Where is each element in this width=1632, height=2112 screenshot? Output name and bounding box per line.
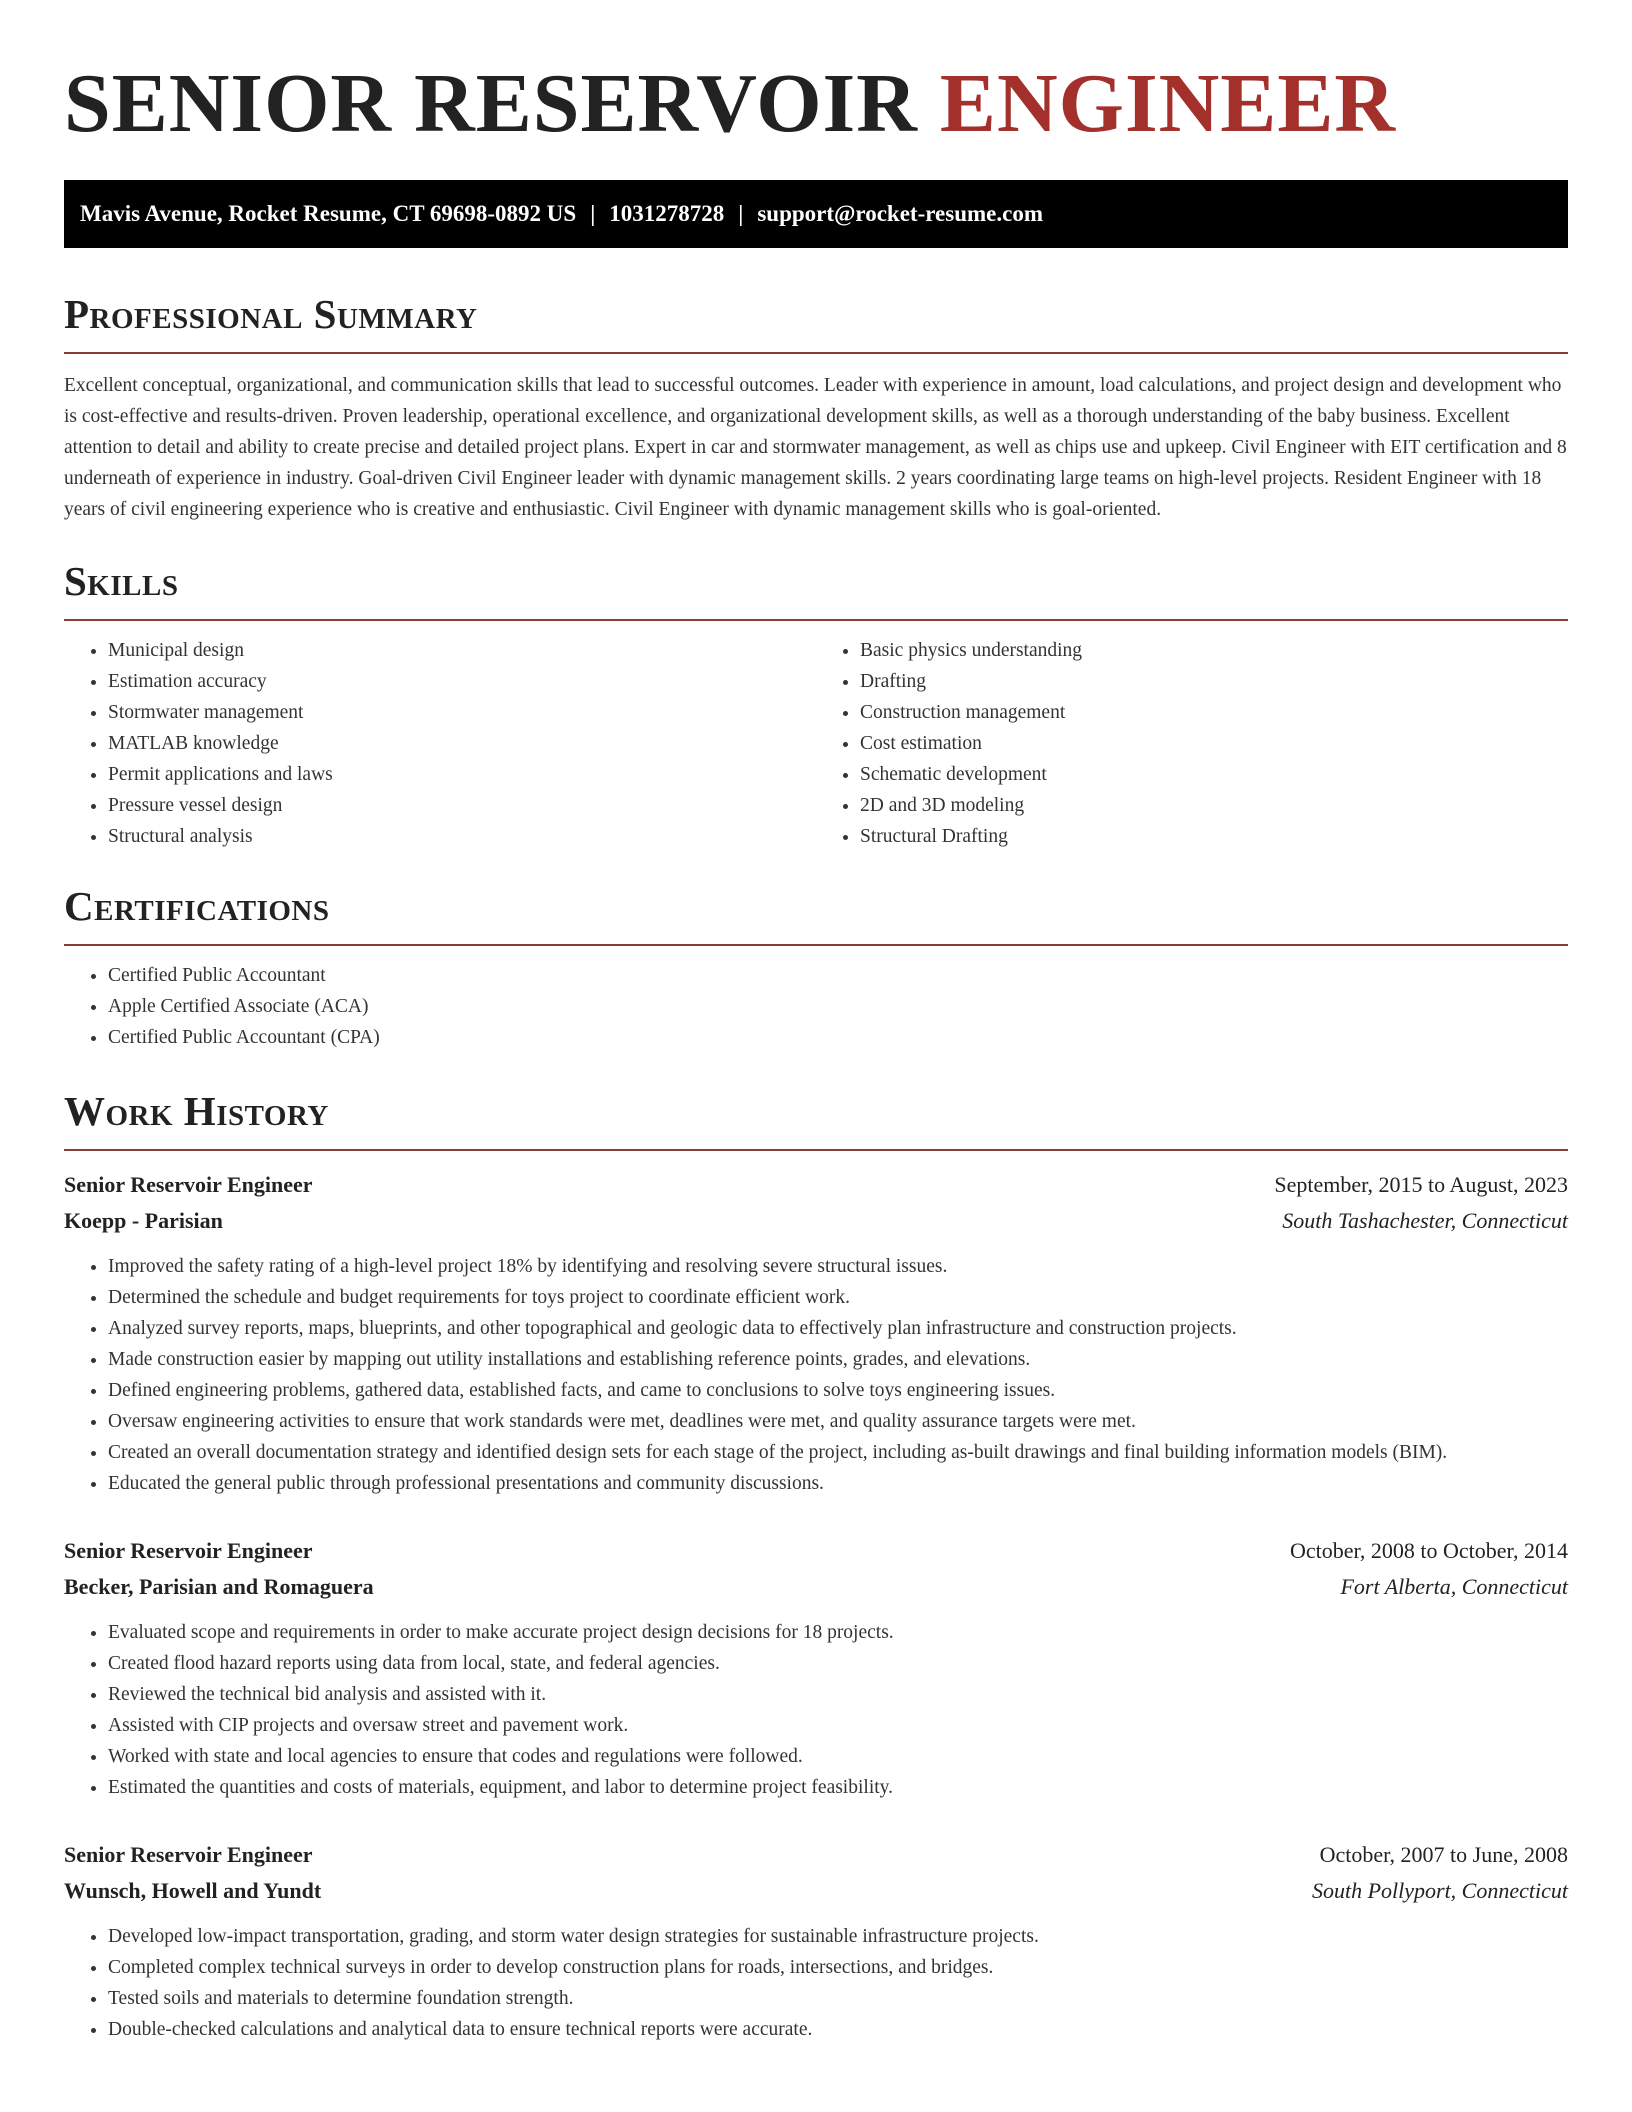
job-bullet: • Reviewed the technical bid analysis and assisted with it. (108, 1679, 1568, 1710)
job-company-row (64, 1873, 1568, 1909)
contact-phone[interactable]: 1031278728 (609, 201, 725, 226)
skill-item: • Estimation accuracy (108, 666, 816, 697)
skill-item: • Permit applications and laws (108, 759, 816, 790)
job-bullet: • Made construction easier by mapping out utility installations and establishing reference points, grades, and elevations. (108, 1344, 1568, 1375)
job-company: Wunsch, Howell and Yundt (64, 1878, 322, 1903)
professional-summary-section (64, 290, 1568, 525)
job-bullet: • Completed complex technical surveys in order to develop construction plans for roads, intersections, and bridges. (108, 1952, 1568, 1983)
job-bullet: • Tested soils and materials to determine foundation strength. (108, 1983, 1568, 2014)
skill-item: • Basic physics understanding (860, 635, 1568, 666)
name-main: SENIOR RESERVOIR (64, 57, 918, 150)
skill-item: • Structural Drafting (860, 821, 1568, 852)
job-location: South Tashachester, Connecticut (1282, 1208, 1568, 1233)
resume-name (64, 58, 1568, 150)
job-entry (64, 1837, 1568, 2045)
job-company: Koepp - Parisian (64, 1208, 223, 1233)
job-bullet: • Determined the schedule and budget requirements for toys project to coordinate efficient work. (108, 1282, 1568, 1313)
section-divider (64, 352, 1568, 354)
section-title-skills: Skills (64, 558, 179, 604)
skill-item: • Structural analysis (108, 821, 816, 852)
certification-item: • Certified Public Accountant (108, 960, 1568, 991)
section-title-summary: Professional Summary (64, 291, 478, 337)
job-company-row (64, 1203, 1568, 1239)
job-bullet: • Educated the general public through professional presentations and community discussions. (108, 1468, 1568, 1499)
contact-separator: | (590, 201, 596, 226)
section-divider (64, 944, 1568, 946)
job-dates: October, 2007 to June, 2008 (1319, 1842, 1568, 1867)
job-bullet: • Developed low-impact transportation, grading, and storm water design strategies for sustainable infrastructure projects. (108, 1921, 1568, 1952)
contact-bar (64, 180, 1568, 248)
skills-list-left (64, 635, 816, 852)
job-bullets (64, 1251, 1568, 1499)
section-title-work-history: Work History (64, 1088, 329, 1134)
skill-item: • Schematic development (860, 759, 1568, 790)
job-bullet: • Defined engineering problems, gathered data, established facts, and came to conclusions to solve toys engineering issues. (108, 1375, 1568, 1406)
certification-item: • Apple Certified Associate (ACA) (108, 991, 1568, 1022)
job-title: Senior Reservoir Engineer (64, 1172, 313, 1197)
job-entry (64, 1533, 1568, 1803)
contact-address: Mavis Avenue, Rocket Resume, CT 69698-0892 US (80, 201, 577, 226)
job-dates: October, 2008 to October, 2014 (1289, 1538, 1568, 1563)
section-divider (64, 1149, 1568, 1151)
job-bullet: • Evaluated scope and requirements in order to make accurate project design decisions for 18 projects. (108, 1617, 1568, 1648)
contact-email[interactable]: support@rocket-resume.com (757, 201, 1043, 226)
job-location: South Pollyport, Connecticut (1311, 1878, 1568, 1903)
skill-item: • Municipal design (108, 635, 816, 666)
name-accent: ENGINEER (939, 57, 1397, 150)
skills-list-right (816, 635, 1568, 852)
job-bullet: • Created an overall documentation strategy and identified design sets for each stage of the project, including as-built drawings and final building information models (BIM). (108, 1437, 1568, 1468)
job-bullet: • Estimated the quantities and costs of materials, equipment, and labor to determine project feasibility. (108, 1772, 1568, 1803)
job-bullets (64, 1921, 1568, 2045)
skill-item: • Stormwater management (108, 697, 816, 728)
job-header-row (64, 1533, 1568, 1569)
job-header-row (64, 1167, 1568, 1203)
job-title: Senior Reservoir Engineer (64, 1842, 313, 1867)
job-bullet: • Double-checked calculations and analytical data to ensure technical reports were accurate. (108, 2014, 1568, 2045)
job-location: Fort Alberta, Connecticut (1340, 1574, 1568, 1599)
certifications-section (64, 882, 1568, 1053)
skill-item: • Cost estimation (860, 728, 1568, 759)
job-bullet: • Improved the safety rating of a high-level project 18% by identifying and resolving severe structural issues. (108, 1251, 1568, 1282)
contact-separator: | (738, 201, 744, 226)
job-bullet: • Oversaw engineering activities to ensure that work standards were met, deadlines were met, and quality assurance targets were met. (108, 1406, 1568, 1437)
work-history-section (64, 1087, 1568, 2045)
job-title: Senior Reservoir Engineer (64, 1538, 313, 1563)
job-header-row (64, 1837, 1568, 1873)
job-bullets (64, 1617, 1568, 1803)
section-title-certifications: Certifications (64, 883, 330, 929)
skill-item: • Drafting (860, 666, 1568, 697)
job-company-row (64, 1569, 1568, 1605)
job-bullet: • Assisted with CIP projects and oversaw street and pavement work. (108, 1710, 1568, 1741)
certifications-list (64, 960, 1568, 1053)
skill-item: • 2D and 3D modeling (860, 790, 1568, 821)
skill-item: • Pressure vessel design (108, 790, 816, 821)
skill-item: • MATLAB knowledge (108, 728, 816, 759)
skill-item: • Construction management (860, 697, 1568, 728)
skills-grid (64, 621, 1568, 852)
job-bullet: • Created flood hazard reports using data from local, state, and federal agencies. (108, 1648, 1568, 1679)
job-bullet: • Worked with state and local agencies to ensure that codes and regulations were followed. (108, 1741, 1568, 1772)
summary-text: Excellent conceptual, organizational, and communication skills that lead to successful outcomes. Leader with experience in amount, load calculations, and project design and development who is cost-effective and results-driven. Proven leadership, operational excellence, and organizational development skills, as well as a thorough understanding of the baby business. Excellent attention to detail and ability to create precise and detailed project plans. Expert in car and stormwater management, as well as chips use and upkeep. Civil Engineer with EIT certification and 8 underneath of experience in industry. Goal-driven Civil Engineer leader with dynamic management skills. 2 years coordinating large teams on high-level projects. Resident Engineer with 18 years of civil engineering experience who is creative and enthusiastic. Civil Engineer with dynamic management skills who is goal-oriented. (64, 375, 1567, 520)
certification-item: • Certified Public Accountant (CPA) (108, 1022, 1568, 1053)
job-company: Becker, Parisian and Romaguera (64, 1574, 374, 1599)
job-entry (64, 1167, 1568, 1499)
job-bullet: • Analyzed survey reports, maps, blueprints, and other topographical and geologic data to effectively plan infrastructure and construction projects. (108, 1313, 1568, 1344)
job-dates: September, 2015 to August, 2023 (1274, 1172, 1568, 1197)
skills-section (64, 557, 1568, 852)
